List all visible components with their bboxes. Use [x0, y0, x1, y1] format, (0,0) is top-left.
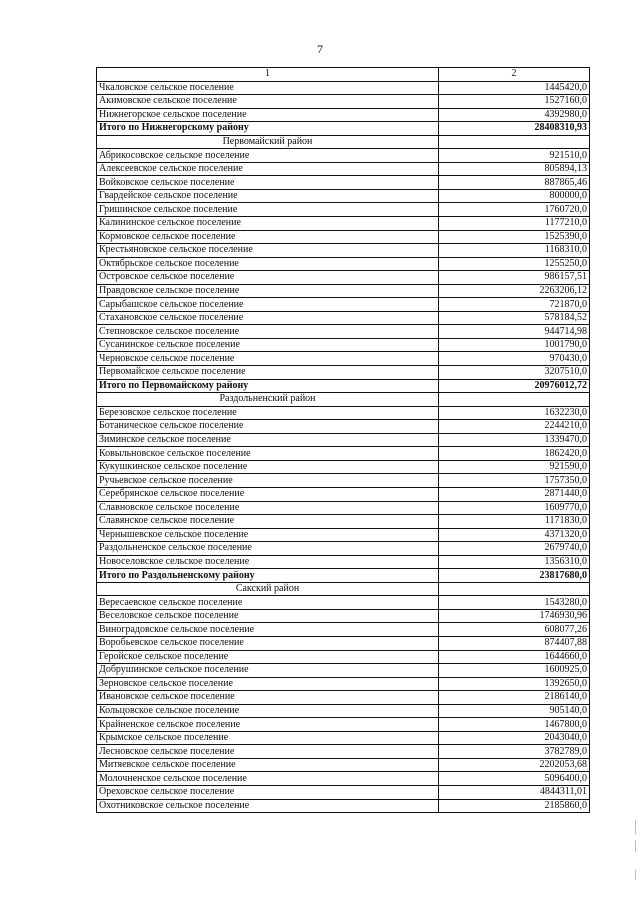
- amount-value: 608077,26: [439, 623, 590, 637]
- table-row: [97, 284, 590, 298]
- table-row: [97, 758, 590, 772]
- settlement-name: Славновское сельское поселение: [97, 501, 439, 515]
- column-header-2: 2: [439, 68, 590, 82]
- table-row: [97, 718, 590, 732]
- amount-value: 3207510,0: [439, 366, 590, 380]
- amount-value: 921510,0: [439, 149, 590, 163]
- amount-value: 2244210,0: [439, 420, 590, 434]
- settlement-name: Ивановское сельское поселение: [97, 691, 439, 705]
- table-row: [97, 501, 590, 515]
- settlement-name: Стахановское сельское поселение: [97, 311, 439, 325]
- amount-value: 2871440,0: [439, 487, 590, 501]
- settlement-name: Ковыльновское сельское поселение: [97, 447, 439, 461]
- amount-value: 1177210,0: [439, 217, 590, 231]
- settlement-name: Черновское сельское поселение: [97, 352, 439, 366]
- amount-value: 4844311,01: [439, 785, 590, 799]
- table-row: [97, 108, 590, 122]
- settlement-name: Октябрьское сельское поселение: [97, 257, 439, 271]
- settlement-name: Раздольненское сельское поселение: [97, 542, 439, 556]
- table-row: [97, 745, 590, 759]
- settlement-name: Молочненское сельское поселение: [97, 772, 439, 786]
- amount-value: 28408310,93: [439, 122, 590, 136]
- amount-value: 1467800,0: [439, 718, 590, 732]
- settlement-name: Гвардейское сельское поселение: [97, 189, 439, 203]
- table-row: [97, 230, 590, 244]
- amount-value: 970430,0: [439, 352, 590, 366]
- amount-value: 1609770,0: [439, 501, 590, 515]
- amount-value: 1862420,0: [439, 447, 590, 461]
- district-name: Сакский район: [97, 582, 439, 596]
- amount-value: 944714,98: [439, 325, 590, 339]
- settlement-name: Крестьяновское сельское поселение: [97, 244, 439, 258]
- table-row: [97, 257, 590, 271]
- amount-value: 2679740,0: [439, 542, 590, 556]
- table-row: [97, 325, 590, 339]
- table-row: [97, 447, 590, 461]
- district-heading-row: [97, 393, 590, 407]
- amount-value: 1171830,0: [439, 515, 590, 529]
- amount-value: 921590,0: [439, 460, 590, 474]
- amount-value: 20976012,72: [439, 379, 590, 393]
- settlement-name: Митяевское сельское поселение: [97, 758, 439, 772]
- district-total-row: [97, 122, 590, 136]
- table-row: [97, 785, 590, 799]
- amount-value: 5096400,0: [439, 772, 590, 786]
- table-row: [97, 217, 590, 231]
- table-row: [97, 352, 590, 366]
- table-row: [97, 433, 590, 447]
- amount-value: 1746930,96: [439, 609, 590, 623]
- settlement-name: Войковское сельское поселение: [97, 176, 439, 190]
- amount-value: 1445420,0: [439, 81, 590, 95]
- table-row: [97, 244, 590, 258]
- settlement-name: Геройское сельское поселение: [97, 650, 439, 664]
- table-row: [97, 271, 590, 285]
- amount-value: 23817680,0: [439, 569, 590, 583]
- amount-value: 874407,88: [439, 636, 590, 650]
- settlement-name: Гришинское сельское поселение: [97, 203, 439, 217]
- amount-value: 2186140,0: [439, 691, 590, 705]
- settlement-name: Крымское сельское поселение: [97, 731, 439, 745]
- amount-value: 986157,51: [439, 271, 590, 285]
- amount-value: 1760720,0: [439, 203, 590, 217]
- settlement-name: Новоселовское сельское поселение: [97, 555, 439, 569]
- settlement-name: Чернышевское сельское поселение: [97, 528, 439, 542]
- amount-value: 1527160,0: [439, 95, 590, 109]
- table-row: [97, 487, 590, 501]
- amount-value: 905140,0: [439, 704, 590, 718]
- amount-value: [439, 135, 590, 149]
- settlement-name: Чкаловское сельское поселение: [97, 81, 439, 95]
- settlement-name: Воробьевское сельское поселение: [97, 636, 439, 650]
- table-row: [97, 460, 590, 474]
- table-row: [97, 162, 590, 176]
- settlement-name: Первомайское сельское поселение: [97, 366, 439, 380]
- settlement-name: Нижнегорское сельское поселение: [97, 108, 439, 122]
- amount-value: 578184,52: [439, 311, 590, 325]
- amount-value: 800000,0: [439, 189, 590, 203]
- settlement-name: Охотниковское сельское поселение: [97, 799, 439, 813]
- table-row: [97, 731, 590, 745]
- settlement-name: Вересаевское сельское поселение: [97, 596, 439, 610]
- settlement-name: Итого по Раздольненскому району: [97, 569, 439, 583]
- table-row: [97, 366, 590, 380]
- table-row: [97, 555, 590, 569]
- district-heading-row: [97, 135, 590, 149]
- table-row: [97, 623, 590, 637]
- table-row: [97, 338, 590, 352]
- table-row: [97, 542, 590, 556]
- amount-value: 1600925,0: [439, 664, 590, 678]
- amount-value: 1757350,0: [439, 474, 590, 488]
- settlement-name: Сусанинское сельское поселение: [97, 338, 439, 352]
- table-row: [97, 189, 590, 203]
- table-row: [97, 609, 590, 623]
- settlement-name: Лесновское сельское поселение: [97, 745, 439, 759]
- table-row: [97, 664, 590, 678]
- amount-value: 2185860,0: [439, 799, 590, 813]
- amount-value: 3782789,0: [439, 745, 590, 759]
- settlement-name: Степновское сельское поселение: [97, 325, 439, 339]
- table-row: [97, 528, 590, 542]
- table-row: [97, 420, 590, 434]
- table-row: [97, 596, 590, 610]
- district-total-row: [97, 569, 590, 583]
- scan-mark: [635, 870, 636, 880]
- settlement-name: Славянское сельское поселение: [97, 515, 439, 529]
- table-row: [97, 474, 590, 488]
- settlement-name: Веселовское сельское поселение: [97, 609, 439, 623]
- amount-value: [439, 393, 590, 407]
- table-row: [97, 650, 590, 664]
- settlement-name: Ореховское сельское поселение: [97, 785, 439, 799]
- settlement-name: Островское сельское поселение: [97, 271, 439, 285]
- amount-value: [439, 582, 590, 596]
- settlement-name: Правдовское сельское поселение: [97, 284, 439, 298]
- budget-table: [96, 67, 590, 813]
- table-row: [97, 95, 590, 109]
- settlement-name: Виноградовское сельское поселение: [97, 623, 439, 637]
- settlement-name: Крайненское сельское поселение: [97, 718, 439, 732]
- table-row: [97, 176, 590, 190]
- amount-value: 1339470,0: [439, 433, 590, 447]
- table-row: [97, 691, 590, 705]
- table-row: [97, 772, 590, 786]
- scan-mark: [635, 840, 636, 852]
- scan-mark: [635, 820, 636, 834]
- amount-value: 4392980,0: [439, 108, 590, 122]
- page-number: 7: [317, 42, 323, 56]
- table-row: [97, 81, 590, 95]
- amount-value: 1001790,0: [439, 338, 590, 352]
- settlement-name: Кольцовское сельское поселение: [97, 704, 439, 718]
- table-row: [97, 704, 590, 718]
- settlement-name: Ручьевское сельское поселение: [97, 474, 439, 488]
- table-header-row: [97, 68, 590, 82]
- table-row: [97, 311, 590, 325]
- table-row: [97, 515, 590, 529]
- amount-value: 2202053,68: [439, 758, 590, 772]
- amount-value: 1255250,0: [439, 257, 590, 271]
- amount-value: 1356310,0: [439, 555, 590, 569]
- settlement-name: Абрикосовское сельское поселение: [97, 149, 439, 163]
- settlement-name: Итого по Первомайскому району: [97, 379, 439, 393]
- table-row: [97, 406, 590, 420]
- settlement-name: Акимовское сельское поселение: [97, 95, 439, 109]
- settlement-name: Сарыбашское сельское поселение: [97, 298, 439, 312]
- settlement-name: Зерновское сельское поселение: [97, 677, 439, 691]
- amount-value: 1543280,0: [439, 596, 590, 610]
- settlement-name: Серебрянское сельское поселение: [97, 487, 439, 501]
- amount-value: 1632230,0: [439, 406, 590, 420]
- amount-value: 721870,0: [439, 298, 590, 312]
- district-heading-row: [97, 582, 590, 596]
- district-total-row: [97, 379, 590, 393]
- table-row: [97, 799, 590, 813]
- amount-value: 2043040,0: [439, 731, 590, 745]
- settlement-name: Калининское сельское поселение: [97, 217, 439, 231]
- settlement-name: Березовское сельское поселение: [97, 406, 439, 420]
- table-row: [97, 149, 590, 163]
- district-name: Раздольненский район: [97, 393, 439, 407]
- amount-value: 805894,13: [439, 162, 590, 176]
- settlement-name: Кормовское сельское поселение: [97, 230, 439, 244]
- amount-value: 4371320,0: [439, 528, 590, 542]
- settlement-name: Кукушкинское сельское поселение: [97, 460, 439, 474]
- settlement-name: Ботаническое сельское поселение: [97, 420, 439, 434]
- table-row: [97, 203, 590, 217]
- amount-value: 887865,46: [439, 176, 590, 190]
- table-row: [97, 636, 590, 650]
- district-name: Первомайский район: [97, 135, 439, 149]
- settlement-name: Добрушинское сельское поселение: [97, 664, 439, 678]
- amount-value: 2263206,12: [439, 284, 590, 298]
- column-header-1: 1: [97, 68, 439, 82]
- table-row: [97, 298, 590, 312]
- settlement-name: Алексеевское сельское поселение: [97, 162, 439, 176]
- amount-value: 1168310,0: [439, 244, 590, 258]
- settlement-name: Зиминское сельское поселение: [97, 433, 439, 447]
- table-row: [97, 677, 590, 691]
- amount-value: 1392650,0: [439, 677, 590, 691]
- amount-value: 1644660,0: [439, 650, 590, 664]
- amount-value: 1525390,0: [439, 230, 590, 244]
- settlement-name: Итого по Нижнегорскому району: [97, 122, 439, 136]
